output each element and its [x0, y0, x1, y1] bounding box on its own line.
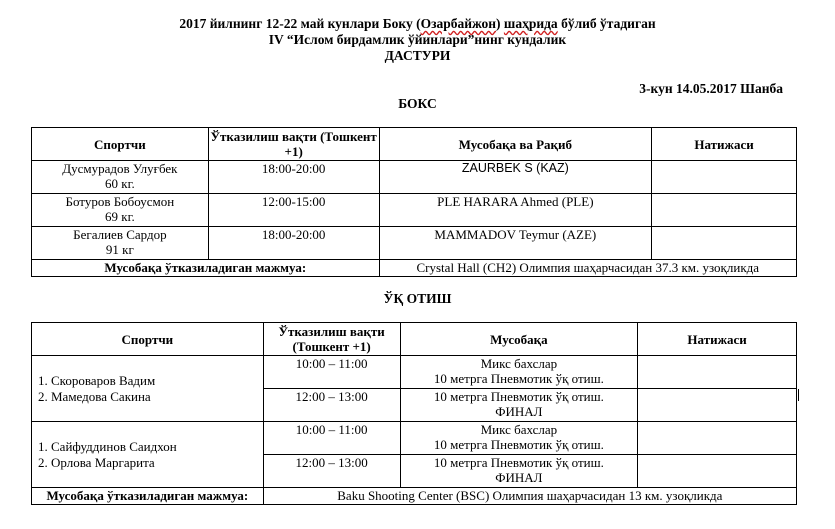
venue-label: Мусобақа ўтказиладиган мажмуа:: [32, 260, 380, 277]
result-cell: [652, 161, 797, 194]
time-cell: 12:00 – 13:00: [263, 389, 400, 422]
col-result: Натижаси: [652, 128, 797, 161]
time-cell: 10:00 – 11:00: [263, 356, 400, 389]
athletes-cell: 1. Скороваров Вадим 2. Мамедова Сакина: [32, 356, 264, 422]
venue-label: Мусобақа ўтказиладиган мажмуа:: [32, 488, 264, 505]
event-cell: 10 метрга Пневмотик ўқ отиш. ФИНАЛ: [400, 455, 638, 488]
result-cell: [638, 455, 797, 488]
table-row: [32, 422, 797, 455]
opponent-cell: ZAURBEK S (KAZ): [379, 161, 652, 194]
table-row: [32, 227, 797, 260]
header-line-1: 2017 йилнинг 12-22 май кунлари Боку (Озарбайжон) шаҳрида бўлиб ўтадиган: [179, 16, 656, 31]
page-title: ДАСТУРИ: [384, 48, 451, 63]
header-line-2: IV “Ислом бирдамлик ўйинлари”нинг кундалик: [268, 32, 567, 47]
col-athlete: Спортчи: [32, 128, 209, 161]
time-cell: 10:00 – 11:00: [263, 422, 400, 455]
event-cell: Микс бахслар 10 метрга Пневмотик ўқ отиш.: [400, 356, 638, 389]
table-row: [32, 194, 797, 227]
opponent-cell: PLE HARARA Ahmed (PLE): [379, 194, 652, 227]
event-cell: 10 метрга Пневмотик ўқ отиш. ФИНАЛ: [400, 389, 638, 422]
col-time: Ўтказилиш вақти (Тошкент +1): [208, 128, 379, 161]
athlete-cell: Ботуров Бобоусмон 69 кг.: [32, 194, 209, 227]
boxing-table: [31, 127, 797, 277]
table-row: [32, 356, 797, 389]
event-cell: Микс бахслар 10 метрга Пневмотик ўқ отиш.: [400, 422, 638, 455]
time-cell: 12:00 – 13:00: [263, 455, 400, 488]
result-cell: [638, 356, 797, 389]
athlete-cell: Дусмурадов Улуғбек 60 кг.: [32, 161, 209, 194]
col-competition: Мусобақа: [400, 323, 638, 356]
result-cell: [652, 194, 797, 227]
venue-value: Baku Shooting Center (BSC) Олимпия шаҳарчасидан 13 км. узоқликда: [263, 488, 796, 505]
col-athlete: Спортчи: [32, 323, 264, 356]
opponent-cell: MAMMADOV Teymur (AZE): [379, 227, 652, 260]
shooting-table: [31, 322, 797, 505]
schedule-date: 3-кун 14.05.2017 Шанба: [639, 81, 783, 96]
athlete-cell: Бегалиев Сардор 91 кг: [32, 227, 209, 260]
col-competition: Мусобақа ва Рақиб: [379, 128, 652, 161]
time-cell: 18:00-20:00: [208, 161, 379, 194]
boxing-header-row: [32, 128, 797, 161]
venue-row: [32, 260, 797, 277]
col-result: Натижаси: [638, 323, 797, 356]
shooting-section-title: ЎҚ ОТИШ: [383, 291, 452, 306]
time-cell: 18:00-20:00: [208, 227, 379, 260]
venue-row: [32, 488, 797, 505]
time-cell: 12:00-15:00: [208, 194, 379, 227]
col-time: Ўтказилиш вақти (Тошкент +1): [263, 323, 400, 356]
text-cursor: [798, 389, 799, 401]
city-name: Озарбайжон: [420, 16, 497, 31]
result-cell: [652, 227, 797, 260]
result-cell: [638, 422, 797, 455]
shooting-header-row: [32, 323, 797, 356]
athletes-cell: 1. Сайфуддинов Саидхон 2. Орлова Маргарита: [32, 422, 264, 488]
result-cell: [638, 389, 797, 422]
table-row: [32, 161, 797, 194]
boxing-section-title: БОКС: [398, 96, 437, 111]
venue-value: Crystal Hall (CH2) Олимпия шаҳарчасидан 37.3 км. узоқликда: [379, 260, 796, 277]
city-word: шаҳрида: [503, 16, 558, 31]
